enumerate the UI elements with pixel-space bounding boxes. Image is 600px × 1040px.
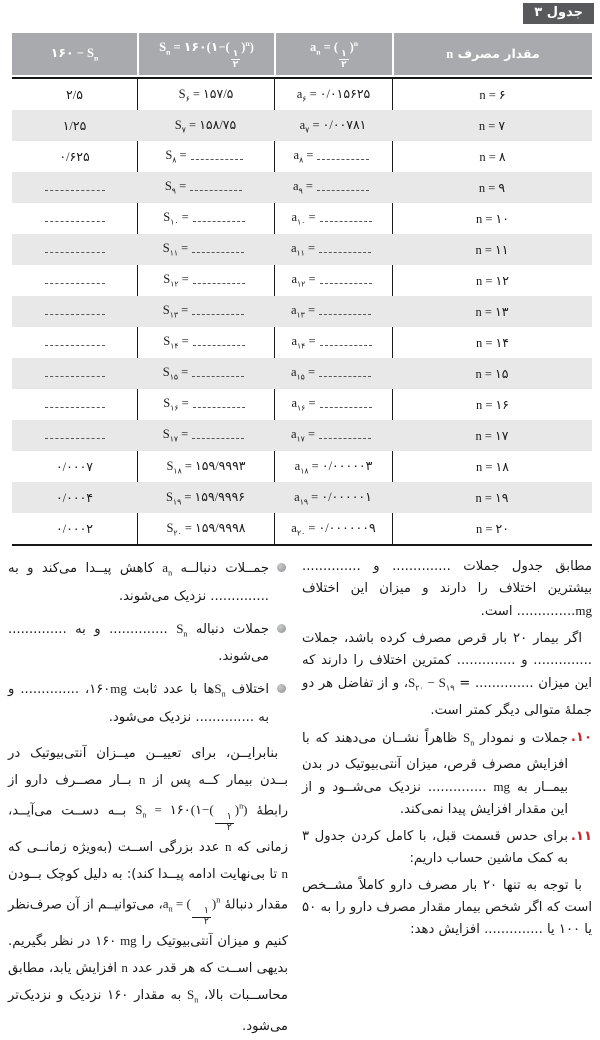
- partial-sum-expression: $S_۹$ =: [164, 179, 187, 196]
- n-value-expression: n = ۱۵: [475, 366, 509, 381]
- n-value-expression: n = ۶: [479, 87, 506, 102]
- term-expression: $a_{۱۹}$ = ۰/۰۰۰۰۰۱: [294, 489, 372, 507]
- cell-n-value: [392, 482, 592, 513]
- table-row: [12, 265, 592, 296]
- cell-n-value: [392, 389, 592, 420]
- blank-fill-line: [45, 215, 105, 223]
- blank-fill-line: [193, 277, 245, 285]
- term-expression: $a_۶$ = ۰/۰۱۵۶۲۵: [296, 86, 371, 104]
- bullet-sn-sequence: جملات دنباله $S_n$ .............. و به .............. می‌شوند.: [8, 617, 288, 669]
- cell-difference: [12, 172, 137, 203]
- bullet-an-sequence: جمــلات دنبالــه $a_n$ کاهش پیــدا می‌کند و به .............. نزدیک می‌شوند.: [8, 556, 288, 608]
- math-formula: n: [139, 771, 146, 787]
- cell-n-value: [392, 234, 592, 265]
- math-formula: $S_n$: [214, 681, 226, 699]
- math-formula: ۱۶۰mg: [89, 681, 127, 697]
- cell-partial-sum: [137, 296, 274, 327]
- numbered-item-11: [302, 826, 592, 870]
- partial-sum-expression: $S_{۱۷}$ =: [162, 427, 189, 444]
- table-header-row: [12, 33, 592, 75]
- cell-difference: [12, 513, 137, 544]
- difference-value: ۰/۰۰۰۲: [55, 521, 94, 536]
- sum-formula: [159, 39, 254, 69]
- partial-sum-expression: $S_{۱۶}$ =: [163, 396, 189, 413]
- header-diff-column: [12, 33, 137, 75]
- cell-difference: [12, 296, 137, 327]
- term-expression: $a_۹$ =: [293, 179, 313, 196]
- blank-fill-line: [45, 246, 105, 254]
- cell-term: [274, 327, 392, 358]
- cell-difference: [12, 420, 137, 451]
- item-11-body-text: با توجه به تنها ۲۰ بار مصرف دارو کاملاً مشــخص است که اگر شخص بیمار مقدار مصرف دارو را به ۵۰ یا ۱۰۰ یا .............. افزایش دهد:: [302, 878, 592, 938]
- term-expression: $a_{۱۲}$ =: [291, 272, 316, 289]
- partial-sum-expression: $S_{۱۹}$ = ۱۵۹/۹۹۹۶: [165, 489, 246, 507]
- cell-term: [274, 389, 392, 420]
- n-value-expression: n = ۱۸: [476, 459, 509, 474]
- n-value-expression: n = ۱۱: [475, 242, 509, 257]
- cell-partial-sum: [137, 389, 274, 420]
- cell-n-value: [392, 513, 592, 544]
- table-row: [12, 420, 592, 451]
- cell-partial-sum: [137, 172, 274, 203]
- term-expression: $a_{۱۴}$ =: [291, 334, 316, 351]
- cell-partial-sum: [137, 265, 274, 296]
- cell-n-value: [392, 110, 592, 141]
- cell-difference: [12, 265, 137, 296]
- blank-fill-line: [45, 308, 105, 316]
- math-formula: $S_n$: [462, 729, 475, 748]
- cell-term: [274, 513, 392, 544]
- n-value-expression: n = ۱۷: [475, 428, 509, 443]
- cell-term: [274, 296, 392, 327]
- n-value-expression: n = ۱۳: [475, 304, 509, 319]
- cell-difference: [12, 482, 137, 513]
- blank-fill-line: [319, 370, 371, 378]
- n-value-expression: n = ۹: [478, 180, 506, 195]
- cell-n-value: [392, 327, 592, 358]
- term-expression: $a_{۱۰}$ =: [291, 210, 316, 227]
- cell-term: [274, 451, 392, 482]
- item-10-text: جملات و نمودار $S_n$ ظاهراً نشــان می‌دهند که با افزایش مصرف قرص، میزان آنتی‌بیوتیک در بدن بیمــار به mg .............. نزدیک می‌شــود و از این مقدار افزایش پیدا نمی‌کند.: [302, 729, 569, 818]
- antibiotic-series-table: [12, 33, 592, 546]
- blank-fill-line: [192, 308, 244, 316]
- n-value-expression: n = ۱۰: [476, 211, 509, 226]
- right-text-column: [302, 556, 592, 1040]
- cell-partial-sum: [137, 203, 274, 234]
- cell-term: [274, 358, 392, 389]
- cell-n-value: [392, 172, 592, 203]
- cell-n-value: [392, 141, 592, 172]
- partial-sum-expression: $S_{۱۳}$ =: [162, 303, 189, 320]
- math-formula: $a_n$: [162, 560, 173, 578]
- partial-sum-expression: $S_{۱۲}$ =: [163, 272, 189, 289]
- blank-fill-line: [192, 246, 244, 254]
- blank-fill-line: [45, 277, 105, 285]
- table-row: [12, 234, 592, 265]
- cell-n-value: [392, 451, 592, 482]
- table-row: [12, 141, 592, 172]
- math-formula: $S_n$: [176, 620, 188, 639]
- cell-term: [274, 110, 392, 141]
- partial-sum-expression: $S_{۱۰}$ =: [163, 210, 189, 227]
- term-expression: $a_{۱۸}$ = ۰/۰۰۰۰۰۳: [294, 458, 373, 476]
- cell-term: [274, 420, 392, 451]
- cell-difference: [12, 451, 137, 482]
- table-row: [12, 451, 592, 482]
- table-row: [12, 327, 592, 358]
- n-value-expression: n = ۱۴: [476, 335, 509, 350]
- fraction: ۱ ۲: [341, 48, 347, 69]
- difference-value: ۲/۵: [66, 87, 83, 102]
- blank-fill-line: [317, 153, 369, 161]
- difference-value: ۰/۶۲۵: [59, 149, 90, 164]
- table-row: [12, 389, 592, 420]
- cell-partial-sum: [137, 420, 274, 451]
- paragraph-min-difference: اگر بیمار ۲۰ بار قرص مصرف کرده باشد، جملات .............. و .............. کمترین اختلاف را دارند که این میزان .............. = $S_{۲۰}$ − $S_{۱۹}،$ و از تفاضل هر دو جملهٔ متوالی دیگر کمتر است.: [302, 631, 592, 718]
- math-formula: $a_n$ = ( ۱ ۲ )$^n$: [309, 39, 359, 69]
- cell-difference: [12, 79, 137, 110]
- table-row: [12, 110, 592, 141]
- math-formula: $a_n$ = ( ۱ ۲ )$^n$: [162, 895, 221, 928]
- bullet-sn-difference: اختلاف $S_nها$ با عدد ثابت ۱۶۰mg، .............. و به .............. نزدیک می‌شود.: [8, 677, 288, 729]
- cell-partial-sum: [137, 110, 274, 141]
- cell-difference: [12, 234, 137, 265]
- term-expression: $a_۷$ = ۰/۰۰۷۸۱: [299, 117, 367, 135]
- partial-sum-expression: $S_۶$ = ۱۵۷/۵: [178, 86, 234, 104]
- cell-difference: [12, 358, 137, 389]
- difference-value: ۰/۰۰۰۴: [55, 490, 94, 505]
- math-formula: $S_{۲۰} - S_{۱۹}$: [408, 675, 455, 693]
- table-caption-badge: جدول ۳: [523, 3, 594, 24]
- blank-fill-line: [320, 401, 372, 409]
- math-formula: n: [121, 959, 128, 975]
- term-expression: $a_{۱۳}$ =: [290, 303, 316, 320]
- item-11-intro-text: برای حدس قسمت قبل، با کامل کردن جدول ۳ به کمک ماشین حساب داریم:: [302, 829, 568, 867]
- table-row: [12, 358, 592, 389]
- partial-sum-expression: $S_{۱۴}$ =: [163, 334, 189, 351]
- math-formula: n: [225, 838, 232, 854]
- cell-term: [274, 79, 392, 110]
- table-row: [12, 172, 592, 203]
- fraction: ۱ ۲: [214, 813, 235, 834]
- conclusion-paragraph: بنابرایــن، برای تعییــن میــزان آنتی‌بیوتیک در بــدن بیمار کــه پس از n بــار مصــرف دارو از رابطهٔ $S_n$ = ۱۶۰(۱−( ۱ ۲ )$^n$) بــه دســت می‌آیــد، زمانی که n عدد بزرگی اســت (به‌ویژه زمانــی که n تا بی‌نهایت ادامه پیــدا کند): به دلیل کوچک بــودن مقدار دنبالهٔ $a_n$ = ( ۱ ۲ )$^n$، می‌توانیــم از آن صرف‌نظر کنیم و میزان آنتی‌بیوتیک را ۱۶۰ mg در نظر بگیریم. بدیهی اســت که هر قدر عدد n افزایش یابد، مطابق محاســبات بالا، $S_n$ به مقدار ۱۶۰ نزدیک و نزدیک‌تر می‌شود.: [8, 745, 289, 1034]
- blank-fill-line: [191, 153, 243, 161]
- blank-fill-line: [193, 339, 245, 347]
- cell-partial-sum: [137, 513, 274, 544]
- n-value-expression: n = ۱۶: [476, 397, 509, 412]
- cell-difference: [12, 389, 137, 420]
- math-formula: ۱۶۰ − $S_n$: [50, 46, 99, 63]
- header-sum-column: [137, 33, 274, 75]
- cell-n-value: [392, 79, 592, 110]
- table-body: [12, 79, 592, 544]
- blank-fill-line: [190, 184, 242, 192]
- math-formula: mg: [575, 603, 592, 618]
- math-formula: $S_n$: [187, 986, 199, 1005]
- cell-partial-sum: [137, 327, 274, 358]
- math-formula: ۱۶۰ mg: [95, 932, 137, 948]
- math-formula: n: [446, 47, 454, 61]
- cell-partial-sum: [137, 141, 274, 172]
- cell-term: [274, 265, 392, 296]
- cell-term: [274, 141, 392, 172]
- n-value-expression: n = ۱۹: [475, 490, 509, 505]
- term-expression: $a_{۱۵}$ =: [290, 365, 316, 382]
- cell-term: [274, 172, 392, 203]
- header-term-column: [274, 33, 392, 75]
- blank-fill-line: [320, 339, 372, 347]
- blank-fill-line: [45, 184, 105, 192]
- fraction: ۱ ۲: [191, 907, 212, 928]
- blank-fill-line: [319, 308, 371, 316]
- partial-sum-expression: $S_{۱۸}$ = ۱۵۹/۹۹۹۳: [166, 458, 246, 476]
- table-row: [12, 513, 592, 544]
- table-row: [12, 203, 592, 234]
- partial-sum-expression: $S_{۱۱}$ =: [162, 241, 189, 258]
- n-value-expression: n = ۱۲: [476, 273, 509, 288]
- difference-value: ۱/۲۵: [62, 118, 87, 133]
- blank-fill-line: [192, 432, 244, 440]
- cell-n-value: [392, 265, 592, 296]
- cell-partial-sum: [137, 79, 274, 110]
- blank-fill-line: [45, 432, 105, 440]
- header-n-column: [392, 33, 592, 75]
- table-row: [12, 296, 592, 327]
- blank-fill-line: [192, 370, 244, 378]
- blank-fill-line: [193, 401, 245, 409]
- cell-term: [274, 234, 392, 265]
- left-text-column: [8, 556, 288, 1040]
- fraction: ۱ ۲: [232, 48, 239, 69]
- paragraph-max-difference: مطابق جدول جملات .............. و .............. بیشترین اختلاف را دارند و میزان این اختلاف mg.............. است.: [302, 559, 592, 619]
- numbered-item-10: [302, 727, 592, 822]
- term-expression: $a_{۲۰}$ = ۰/۰۰۰۰۰۰۹: [291, 520, 376, 538]
- blank-fill-line: [320, 215, 372, 223]
- cell-n-value: [392, 358, 592, 389]
- item-11-number: ۱۱.: [570, 829, 592, 845]
- term-formula: [310, 39, 358, 69]
- term-expression: $a_{۱۱}$ =: [290, 241, 316, 258]
- n-value-expression: n = ۲۰: [476, 521, 509, 536]
- blank-fill-line: [317, 184, 369, 192]
- cell-partial-sum: [137, 482, 274, 513]
- partial-sum-expression: $S_{۱۵}$ =: [162, 365, 189, 382]
- item-10-number: ۱۰.: [570, 729, 592, 745]
- cell-term: [274, 482, 392, 513]
- n-value-expression: n = ۸: [479, 149, 506, 164]
- term-expression: $a_{۱۷}$ =: [290, 427, 316, 444]
- math-formula: $S_n$ = ۱۶۰(۱−( ۱ ۲ )$^n$): [159, 39, 254, 69]
- diff-formula: [51, 45, 99, 63]
- cell-difference: [12, 141, 137, 172]
- partial-sum-expression: $S_۷$ = ۱۵۸/۷۵: [174, 117, 237, 135]
- cell-partial-sum: [137, 234, 274, 265]
- cell-difference: [12, 327, 137, 358]
- cell-difference: [12, 110, 137, 141]
- partial-sum-expression: $S_{۲۰}$ = ۱۵۹/۹۹۹۸: [166, 520, 246, 538]
- blank-fill-line: [45, 370, 105, 378]
- cell-n-value: [392, 203, 592, 234]
- difference-value: ۰/۰۰۰۷: [55, 459, 94, 474]
- cell-difference: [12, 203, 137, 234]
- blank-fill-line: [319, 246, 371, 254]
- cell-term: [274, 203, 392, 234]
- blank-fill-line: [193, 215, 245, 223]
- cell-partial-sum: [137, 358, 274, 389]
- blank-fill-line: [45, 339, 105, 347]
- blank-fill-line: [319, 432, 371, 440]
- term-expression: $a_{۱۶}$ =: [291, 396, 316, 413]
- exercise-text-area: [8, 556, 592, 1040]
- cell-partial-sum: [137, 451, 274, 482]
- term-expression: $a_۸$ =: [293, 148, 314, 165]
- blank-fill-line: [320, 277, 372, 285]
- table-row: [12, 482, 592, 513]
- blank-fill-line: [45, 401, 105, 409]
- table-bottom-rule: [12, 544, 592, 546]
- n-value-expression: n = ۷: [478, 118, 506, 133]
- cell-n-value: [392, 296, 592, 327]
- math-formula: n: [281, 865, 288, 881]
- cell-n-value: [392, 420, 592, 451]
- n-column-title: مقدار مصرف n: [446, 46, 540, 61]
- math-formula: $S_n$ = ۱۶۰(۱−( ۱ ۲ )$^n$): [135, 801, 248, 834]
- math-formula: mg: [493, 779, 511, 795]
- partial-sum-expression: $S_۸$ =: [165, 148, 187, 165]
- table-row: [12, 79, 592, 110]
